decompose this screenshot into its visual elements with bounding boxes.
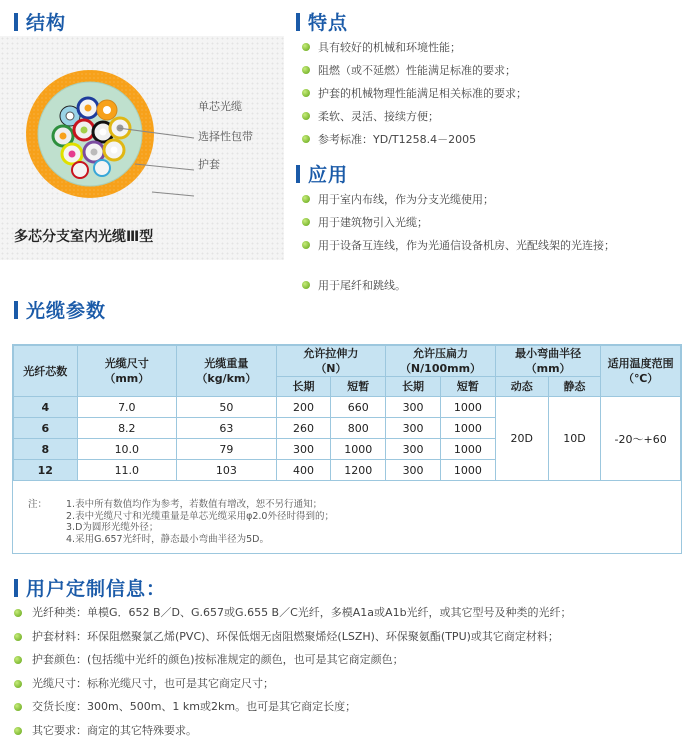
bullet-icon <box>302 89 310 97</box>
bullet-icon <box>302 241 310 249</box>
table-row: 8 10.0 79 300 1000 300 1000 <box>14 439 681 460</box>
list-item: 用于建筑物引入光缆； <box>298 215 680 238</box>
table-row: 12 11.0 103 400 1200 300 1000 <box>14 460 681 481</box>
header-temp: 适用温度范围 （℃） <box>601 346 681 397</box>
bullet-icon <box>302 218 310 226</box>
table-row: 4 7.0 50 200 660 300 1000 20D 10D -20～+60 <box>14 397 681 418</box>
params-heading <box>14 296 106 323</box>
applications-heading-text: 应用 <box>308 164 349 186</box>
bullet-icon <box>14 656 22 664</box>
list-item: 用于室内布线，作为分支光缆使用； <box>298 192 680 215</box>
header-tensile: 允许拉伸力 （N） <box>276 346 385 377</box>
bullet-icon <box>302 281 310 289</box>
header-bend-static: 静态 <box>548 377 601 397</box>
features-list <box>298 40 678 155</box>
header-crush-short: 短暂 <box>440 377 495 397</box>
features-heading-text: 特点 <box>308 12 349 34</box>
list-item: 用于设备互连线，作为光通信设备机房、光配线架的光连接； <box>298 238 680 278</box>
heading-bar <box>14 13 18 31</box>
header-tensile-long: 长期 <box>276 377 331 397</box>
bullet-icon <box>14 680 22 688</box>
structure-heading-text: 结构 <box>26 12 67 34</box>
list-item: 阻燃（或不延燃）性能满足标准的要求； <box>298 63 678 86</box>
header-cable-weight: 光缆重量 （kg/km） <box>177 346 277 397</box>
heading-bar <box>14 579 18 597</box>
bullet-icon <box>302 195 310 203</box>
list-item: 护套颜色：(包括缆中光纤的颜色)按标准规定的颜色，也可是其它商定颜色； <box>8 653 688 677</box>
callout-wrap-tape: 选择性包带 <box>198 130 253 143</box>
bend-static-value: 10D <box>548 397 601 481</box>
notes-label: 注： <box>28 499 48 510</box>
list-item: 柔软、灵活、接续方便； <box>298 109 678 132</box>
list-item: 护套材料：环保阻燃聚氯乙烯(PVC)、环保低烟无卤阻燃聚烯烃(LSZH)、环保聚氨酯(TPU)或其它商定材料； <box>8 630 688 654</box>
header-tensile-short: 短暂 <box>331 377 386 397</box>
params-table <box>13 345 681 481</box>
note-line: 2.表中光缆尺寸和光缆重量是单芯光缆采用φ2.0外径时得到的； <box>66 510 334 522</box>
list-item: 其它要求：商定的其它特殊要求。 <box>8 724 688 748</box>
header-fiber-count: 光纤芯数 <box>14 346 78 397</box>
note-line: 4.采用G.657光纤时，静态最小弯曲半径为5D。 <box>66 533 269 545</box>
features-heading <box>296 8 348 35</box>
structure-heading <box>14 8 66 35</box>
bullet-icon <box>302 43 310 51</box>
bullet-icon <box>14 633 22 641</box>
list-item: 光纤种类：单模G．652 B／D、G.657或G.655 B／C光纤，多模A1a或A1b光纤，或其它型号及种类的光纤； <box>8 606 688 630</box>
list-item: 用于尾纤和跳线。 <box>298 278 680 301</box>
custom-list <box>8 606 688 747</box>
heading-bar <box>296 165 300 183</box>
list-item: 参考标准：YD/T1258.4－2005 <box>298 132 678 155</box>
bullet-icon <box>302 66 310 74</box>
header-crush-long: 长期 <box>386 377 441 397</box>
note-line: 3.D为圆形光缆外径； <box>66 522 159 533</box>
params-heading-text: 光缆参数 <box>26 300 107 322</box>
bullet-icon <box>14 609 22 617</box>
bullet-icon <box>302 112 310 120</box>
bullet-icon <box>14 703 22 711</box>
callout-jacket: 护套 <box>198 158 220 171</box>
list-item: 具有较好的机械和环境性能； <box>298 40 678 63</box>
structure-caption: 多芯分支室内光缆Ⅲ型 <box>14 229 154 245</box>
note-line: 1.表中所有数值均作为参考，若数值有增改，恕不另行通知； <box>66 499 323 510</box>
applications-list <box>298 192 680 301</box>
bullet-icon <box>14 727 22 735</box>
applications-heading <box>296 160 348 187</box>
table-row: 6 8.2 63 260 800 300 1000 <box>14 418 681 439</box>
bullet-icon <box>302 135 310 143</box>
list-item: 护套的机械物理性能满足相关标准的要求； <box>298 86 678 109</box>
header-bend: 最小弯曲半径 （mm） <box>495 346 600 377</box>
bend-dynamic-value: 20D <box>495 397 548 481</box>
temp-range-value: -20～+60 <box>601 397 681 481</box>
custom-heading-text: 用户定制信息： <box>26 578 167 600</box>
custom-heading <box>14 574 166 601</box>
structure-panel <box>0 36 284 260</box>
heading-bar <box>296 13 300 31</box>
callout-single-core: 单芯光缆 <box>198 100 242 113</box>
list-item: 交货长度：300m、500m、1 km或2km。也可是其它商定长度； <box>8 700 688 724</box>
heading-bar <box>14 301 18 319</box>
list-item: 光缆尺寸：标称光缆尺寸，也可是其它商定尺寸； <box>8 677 688 701</box>
header-bend-dynamic: 动态 <box>495 377 548 397</box>
header-crush: 允许压扁力 （N/100mm） <box>386 346 496 377</box>
header-cable-size: 光缆尺寸 （mm） <box>77 346 177 397</box>
